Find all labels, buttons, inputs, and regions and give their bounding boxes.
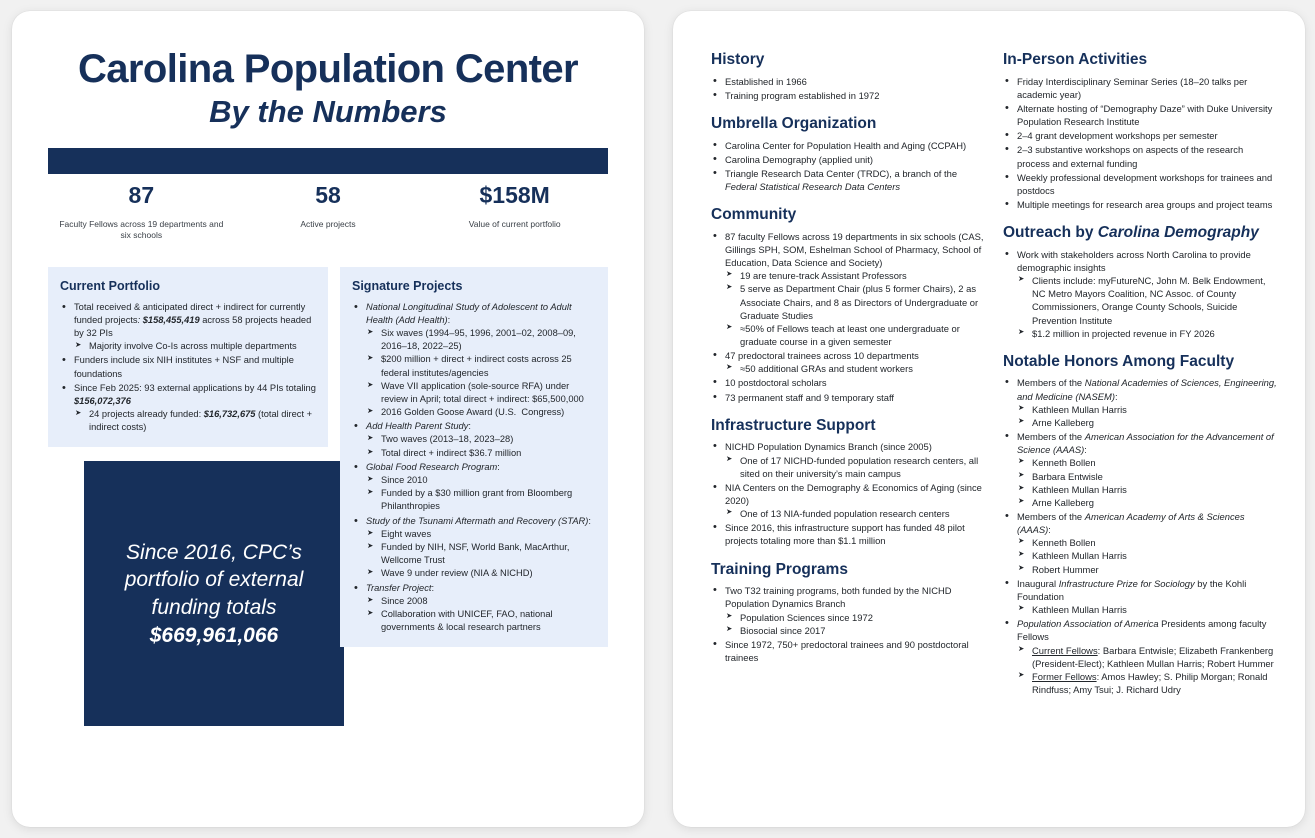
list-item-text: Since 2016, this infrastructure support has funded 48 pilot projects totaling more than $1.1 million [725,522,965,547]
list-item-text: 73 permanent staff and 9 temporary staff [725,391,895,403]
sub-list [1017,456,1277,509]
list-item-text: Weekly professional development workshops for trainees and postdocs [1017,171,1273,196]
sub-list-item: ➤ Wave VII application (sole-source RFA) under review in April; total direct + indirect: $65,500,000 [366,380,596,406]
sub-list-item: ➤ Barbara Entwisle [1017,470,1277,483]
sub-list-item: ➤ ≈50 additional GRAs and student workers [725,362,985,375]
sub-list-item: ➤ $1.2 million in projected revenue in FY 2026 [1017,327,1277,340]
list-item-text: 87 faculty Fellows across 19 departments in six schools (CAS, Gillings SPH, SOM, Eshelman School of Pharmacy, School of Education, Data Science and Society) [725,230,984,269]
sub-list-item: ➤ Majority involve Co-Is across multiple departments [74,340,316,353]
quote-line-2: portfolio of external [124,568,304,592]
section-list [1003,75,1277,212]
sub-list [74,340,316,353]
panel-column-right [340,267,608,648]
content-section [711,51,985,102]
sub-list [725,611,985,637]
sub-list-item: ➤ Biosocial since 2017 [725,624,985,637]
list-item [352,515,596,581]
list-item [60,382,316,435]
title-block [12,11,644,130]
sub-list-item: ➤ Kenneth Bollen [1017,456,1277,469]
section-heading: Umbrella Organization [711,114,877,132]
list-item [1003,376,1277,429]
sub-list-item: ➤ 24 projects already funded: $16,732,675 (total direct + indirect costs) [74,408,316,434]
section-heading: In-Person Activities [1003,51,1148,68]
sub-list [366,595,596,635]
list-item [711,638,985,664]
list-item-text: Since Feb 2025: 93 external applications by 44 PIs totaling $156,072,376 [74,382,316,406]
current-portfolio-list [60,301,316,435]
sub-list-item: ➤ Kenneth Bollen [1017,536,1277,549]
funding-total-callout [84,461,344,726]
list-item-text: Members of the American Association for the Advancement of Science (AAAS): [1017,431,1274,456]
sub-list [725,269,985,348]
stat-value: 58 [315,182,341,209]
content-section [1003,353,1277,696]
list-item [711,89,985,102]
stats-row [48,182,608,241]
signature-projects-panel [340,267,608,648]
sub-list-item: ➤ Kathleen Mullan Harris [1017,403,1277,416]
sub-list-item: ➤ Clients include: myFutureNC, John M. Belk Endowment, NC Metro Mayors Coalition, NC Assoc. of County Commissioners, Orange County Schools, Suicide Prevention Institute [1017,274,1277,327]
list-item-text: Friday Interdisciplinary Seminar Series (18–20 talks per academic year) [1017,75,1248,100]
right-slide-column-2 [1003,51,1277,698]
sub-list [366,433,596,459]
section-list [711,75,985,102]
stat-card [235,182,422,241]
sub-list-item: ➤ Former Fellows: Amos Hawley; S. Philip Morgan; Ronald Rindfuss; Amy Tsui; J. Richard Udry [1017,670,1277,696]
section-heading: History [711,51,765,68]
section-list [1003,376,1277,696]
sub-list-item: ➤ Total direct + indirect $36.7 million [366,447,596,460]
sub-list-item: ➤ Current Fellows: Barbara Entwisle; Elizabeth Frankenberg (President-Elect); Kathleen Mullan Harris; Robert Hummer [1017,644,1277,670]
quote-amount: $669,961,066 [149,623,279,647]
sub-list-item: ➤ Kathleen Mullan Harris [1017,483,1277,496]
list-item [60,301,316,354]
list-item-text: Population Association of America Presidents among faculty Fellows [1017,618,1267,643]
list-item [1003,430,1277,509]
content-section [1003,224,1277,340]
list-item [711,230,985,348]
section-heading: Outreach by Carolina Demography [1003,224,1259,242]
stat-label: Value of current portfolio [468,218,561,229]
sub-list-item: ➤ Kathleen Mullan Harris [1017,549,1277,562]
sub-list [366,528,596,581]
sub-list-item: ➤ ≈50% of Fellows teach at least one undergraduate or graduate course in a given semester [725,322,985,348]
list-item [1003,510,1277,576]
list-item-text: Transfer Project: [366,582,435,593]
right-slide-column-1 [711,51,985,698]
list-item-text: Established in 1966 [725,75,807,87]
list-item [1003,198,1277,211]
list-item [352,582,596,635]
content-section [711,561,985,665]
sub-list-item: ➤ Wave 9 under review (NIA & NICHD) [366,567,596,580]
list-item-text: 2–3 substantive workshops on aspects of the research process and external funding [1017,144,1244,169]
slide-left [12,11,644,827]
content-section [1003,51,1277,211]
sub-list-item: ➤ Arne Kalleberg [1017,496,1277,509]
signature-projects-list [352,301,596,635]
list-item-text: Since 1972, 750+ predoctoral trainees and 90 postdoctoral trainees [725,638,969,663]
content-section [711,206,985,404]
list-item-text: Carolina Demography (applied unit) [725,153,873,165]
section-heading: Training Programs [711,560,848,578]
sub-list-item: ➤ $200 million + direct + indirect costs across 25 federal institutes/agencies [366,353,596,379]
sub-list-item: ➤ 2016 Golden Goose Award (U.S. Congress) [366,406,596,419]
sub-list-item: ➤ Robert Hummer [1017,563,1277,576]
list-item [1003,617,1277,696]
list-item-text: NIA Centers on the Demography & Economics of Aging (since 2020) [725,481,982,506]
sub-list-item: ➤ Two waves (2013–18, 2023–28) [366,433,596,446]
list-item [711,167,985,193]
section-heading: Notable Honors Among Faculty [1003,352,1235,370]
list-item-text: Members of the National Academies of Sciences, Engineering, and Medicine (NASEM): [1017,377,1277,402]
list-item-text: National Longitudinal Study of Adolescent to Adult Health (Add Health): [366,301,572,325]
list-item-text: Multiple meetings for research area groups and project teams [1017,199,1273,210]
sub-list [725,507,985,520]
list-item [352,420,596,460]
signature-projects-heading: Signature Projects [352,278,463,293]
list-item [1003,248,1277,340]
sub-list-item: ➤ Arne Kalleberg [1017,416,1277,429]
list-item-text: Training program established in 1972 [725,89,880,101]
list-item [711,391,985,404]
list-item [1003,171,1277,197]
section-list [1003,248,1277,340]
list-item [1003,143,1277,169]
sub-list [1017,274,1277,340]
list-item-text: Two T32 training programs, both funded by the NICHD Population Dynamics Branch [725,585,952,610]
section-list [711,139,985,194]
list-item-text: Triangle Research Data Center (TRDC), a branch of the Federal Statistical Research Data Centers [725,167,958,192]
list-item-text: Funders include six NIH institutes + NSF and multiple foundations [74,355,294,379]
quote-line-3: funding totals [151,595,277,619]
list-item [711,349,985,375]
sub-list [1017,603,1277,616]
section-heading: Community [711,206,797,224]
list-item-text: Global Food Research Program: [366,461,500,472]
stat-label: Active projects [300,218,356,229]
sub-list-item: ➤ 5 serve as Department Chair (plus 5 former Chairs), 2 as Associate Chairs, and 8 as Directors of Undergraduate or Graduate Studies [725,282,985,321]
sub-list-item: ➤ Since 2008 [366,595,596,608]
list-item [711,139,985,152]
sub-list-item: ➤ Six waves (1994–95, 1996, 2001–02, 2008–09, 2016–18, 2022–25) [366,327,596,353]
stat-card [48,182,235,241]
stat-card [421,182,608,241]
navy-divider-bar [48,148,608,174]
panels-row [48,267,608,727]
list-item-text: Add Health Parent Study: [366,421,471,432]
list-item-text: Total received & anticipated direct + indirect for currently funded projects: $158,455,419 across 58 projects headed by 32 PIs [74,301,312,338]
right-slide-columns [673,11,1305,708]
sub-list-item: ➤ Kathleen Mullan Harris [1017,603,1277,616]
list-item [711,440,985,479]
list-item-text: Carolina Center for Population Health and Aging (CCPAH) [725,139,967,151]
list-item [1003,129,1277,142]
list-item [60,354,316,380]
sub-list-item: ➤ Since 2010 [366,474,596,487]
list-item-text: Alternate hosting of “Demography Daze” with Duke University Population Research Institute [1017,102,1273,128]
content-section [711,417,985,548]
list-item-text: 47 predoctoral trainees across 10 departments [725,350,919,362]
section-heading: Infrastructure Support [711,416,876,434]
sub-list [366,474,596,514]
list-item-text: Work with stakeholders across North Carolina to provide demographic insights [1017,248,1251,273]
funding-total-text [125,539,304,650]
sub-list [1017,403,1277,429]
list-item [711,75,985,88]
sub-list [725,454,985,480]
sub-list [725,362,985,375]
list-item [711,584,985,637]
sub-list-item: ➤ 19 are tenure-track Assistant Professors [725,269,985,282]
list-item [711,521,985,547]
list-item-text: Study of the Tsunami Aftermath and Recovery (STAR): [366,515,591,526]
sub-list [1017,644,1277,697]
list-item [1003,75,1277,101]
sub-list-item: ➤ Funded by a $30 million grant from Bloomberg Philanthropies [366,487,596,513]
section-list [711,230,985,404]
stat-value: $158M [479,182,550,209]
list-item-text: 10 postdoctoral scholars [725,377,827,389]
sub-list-item: ➤ Collaboration with UNICEF, FAO, national governments & local research partners [366,608,596,634]
current-portfolio-heading: Current Portfolio [60,278,160,293]
sub-list-item: ➤ Eight waves [366,528,596,541]
sub-list [1017,536,1277,575]
sub-list-item: ➤ One of 13 NIA-funded population research centers [725,507,985,520]
stat-label: Faculty Fellows across 19 departments and six schools [59,218,224,241]
slide-right [673,11,1305,827]
page-title: Carolina Population Center [77,47,578,91]
sub-list [366,327,596,419]
list-item [711,376,985,389]
section-list [711,440,985,547]
content-section [711,115,985,193]
list-item [352,301,596,420]
list-item-text: 2–4 grant development workshops per semester [1017,130,1218,142]
current-portfolio-panel [48,267,328,448]
sub-list-item: ➤ One of 17 NICHD-funded population research centers, all sited on their university’s main campus [725,454,985,480]
section-list [711,584,985,664]
sub-list-item: ➤ Population Sciences since 1972 [725,611,985,624]
stat-value: 87 [128,182,155,209]
list-item [352,461,596,514]
sub-list [74,408,316,434]
quote-line-1: Since 2016, CPC’s [126,540,302,564]
page-subtitle: By the Numbers [209,94,447,129]
panel-column-left [48,267,328,727]
list-item [1003,102,1277,128]
list-item-text: NICHD Population Dynamics Branch (since 2005) [725,441,932,453]
list-item-text: Inaugural Infrastructure Prize for Sociology by the Kohli Foundation [1017,577,1247,602]
list-item-text: Members of the American Academy of Arts & Sciences (AAAS): [1017,511,1245,536]
list-item [1003,577,1277,616]
list-item [711,153,985,166]
list-item [711,481,985,520]
sub-list-item: ➤ Funded by NIH, NSF, World Bank, MacArthur, Wellcome Trust [366,541,596,567]
